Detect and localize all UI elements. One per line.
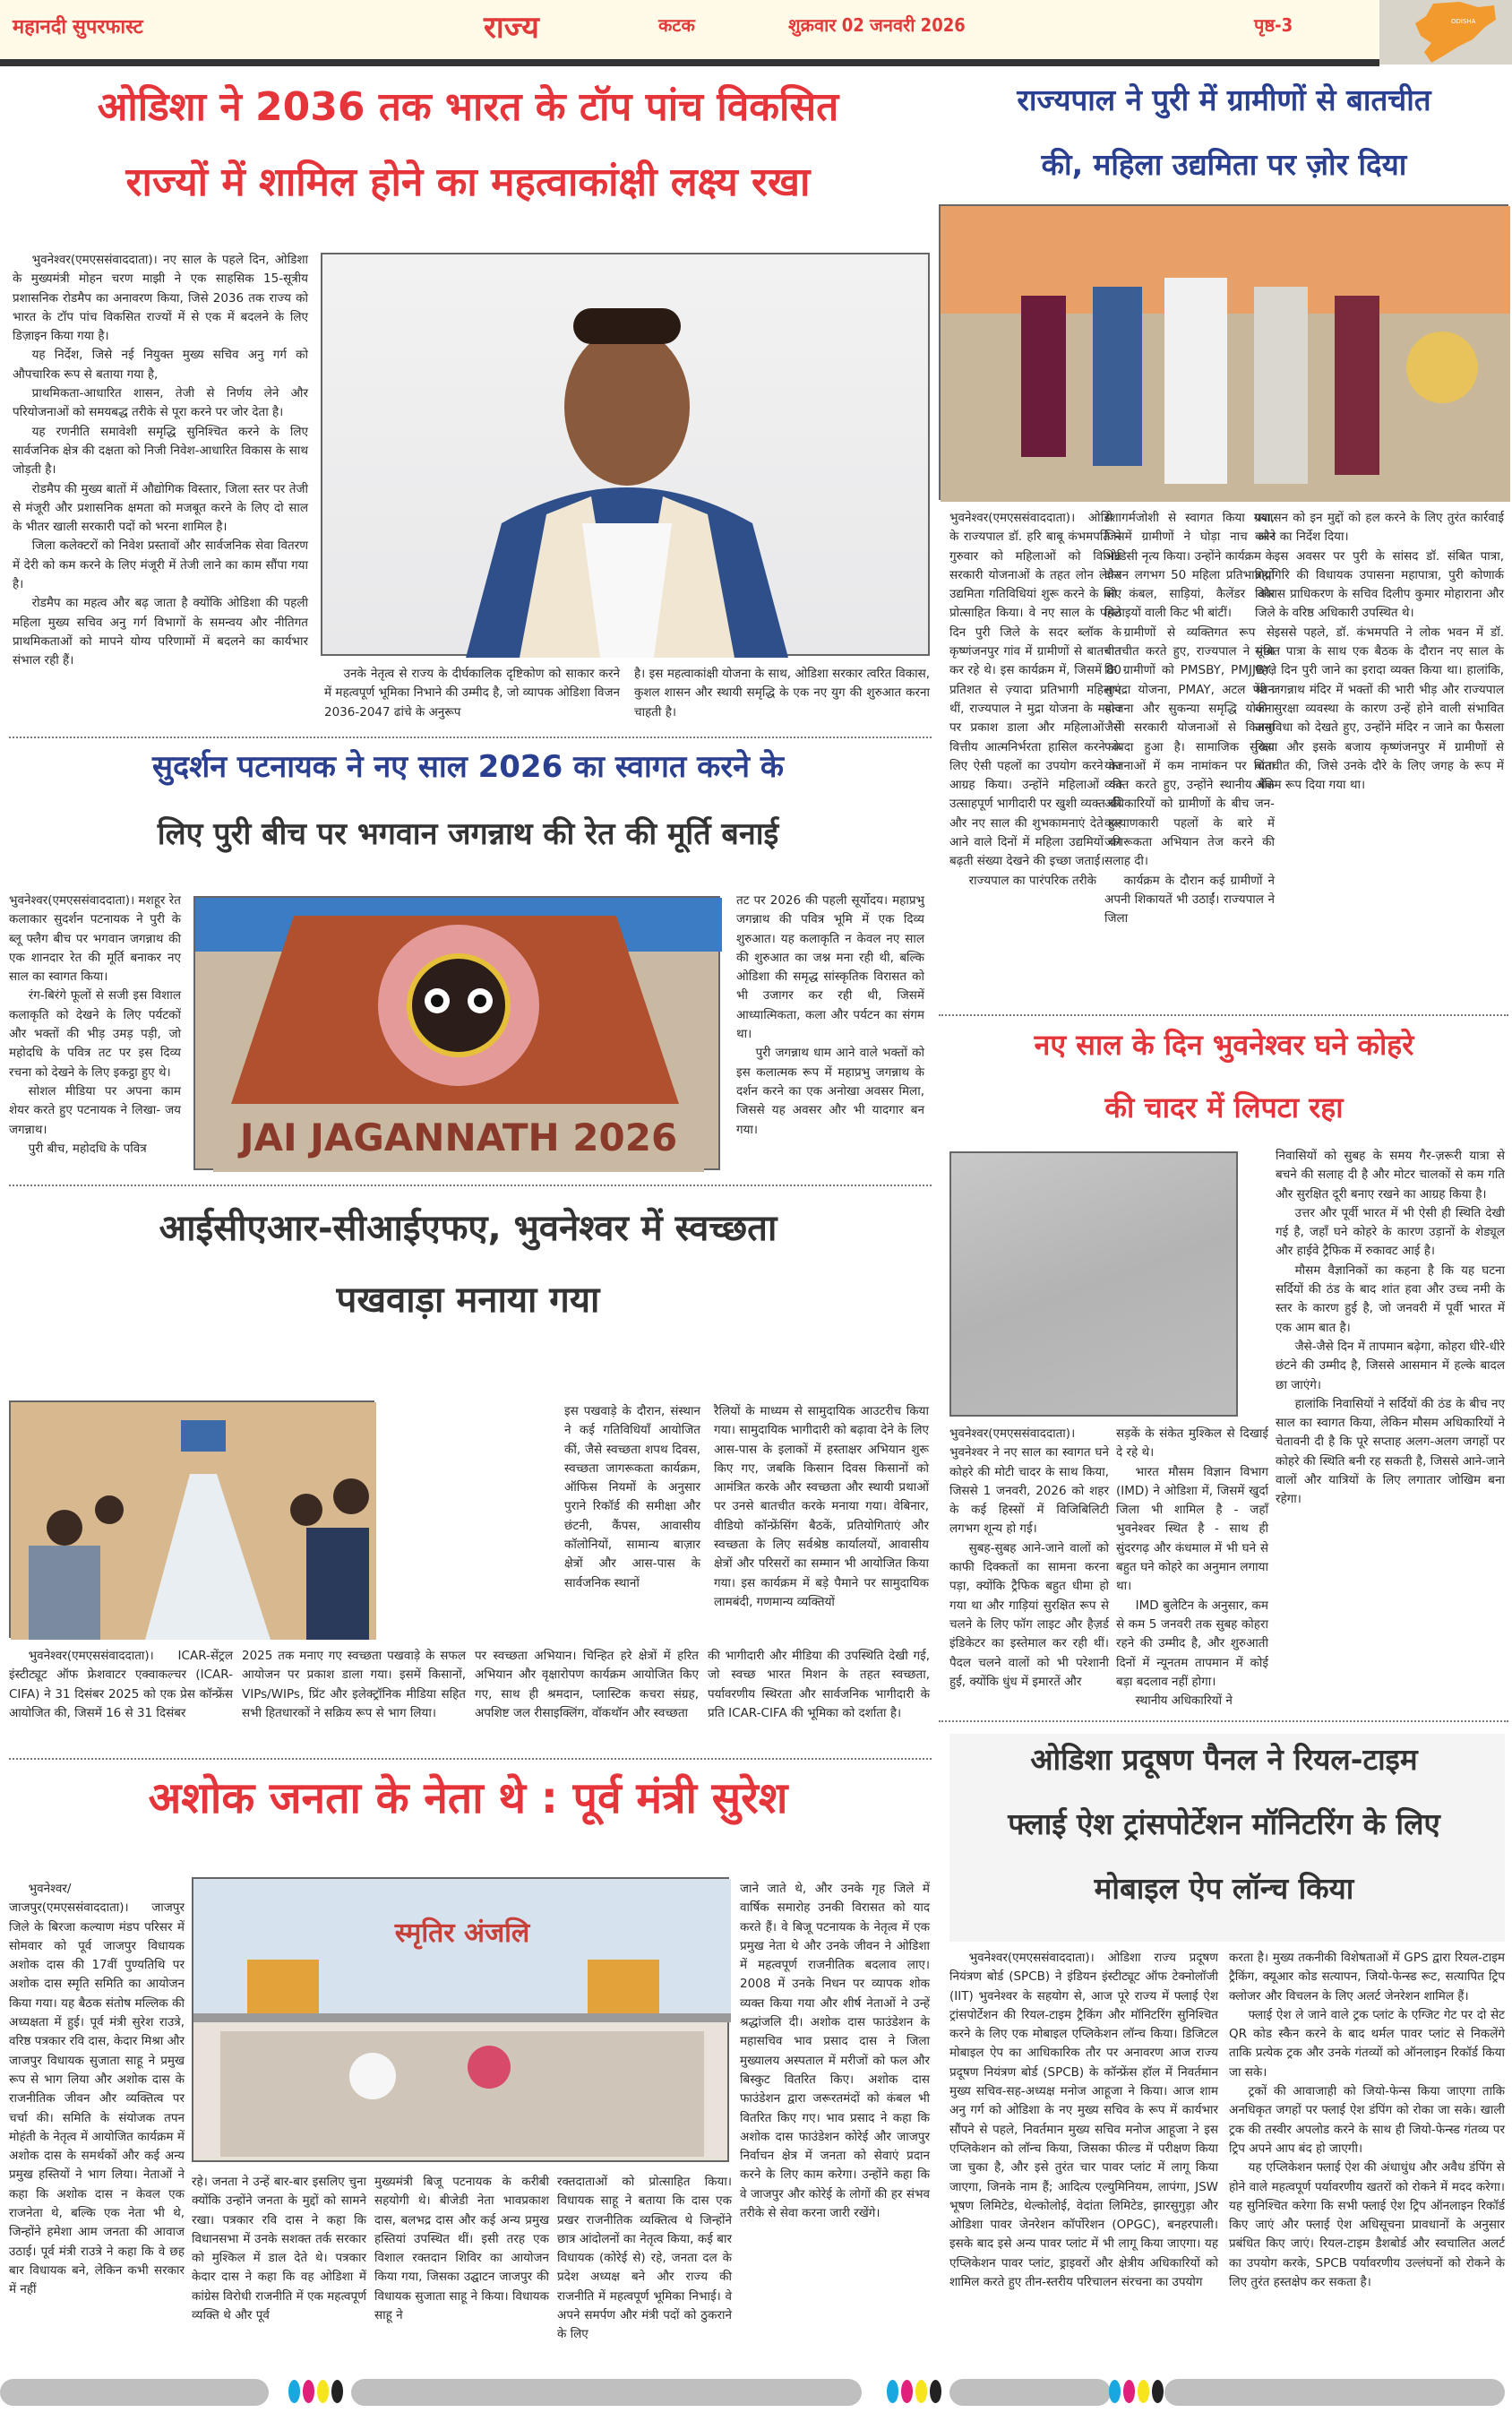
story5-para: भुवनेश्वर(एमएससंवाददाता)। भुवनेश्वर ने नए साल का स्वागत घने कोहरे की मोटी चादर के साथ किया, जिससे 1 जनवरी, 2026 को शहर के कई हिस्सों में विजिबिलिटी लगभग शून्य हो गई। xyxy=(949,1426,1109,1537)
story7-column-2 xyxy=(1229,1949,1505,2377)
story6-bottom-column-2 xyxy=(374,2173,549,2377)
story3-para: पुरी बीच, महोदधि के पवित्र xyxy=(28,1141,147,1156)
story2-para: इस अवसर पर पुरी के सांसद डॉ. संबित पात्रा, ब्रह्मगिरि की विधायक उपासना महापात्रा, पुरी कोणार्क विकास प्राधिकरण के सचिव दिलीप कुमार मोहाराना और जिले के वरिष्ठ अधिकारी उपस्थित थे। xyxy=(1255,548,1504,621)
story1-headline-line1: ओडिशा ने 2036 तक भारत के टॉप पांच विकसित xyxy=(97,84,839,130)
story3-para: रंग-बिरंगे फूलों से सजी इस विशाल कलाकृति को देखने के लिए पर्यटकों और भक्तों की भीड़ उमड़ पड़ी, जो महोदधि के पवित्र तट पर इस दिव्य रचना को देखने के लिए इकट्ठा हुए थे। xyxy=(9,988,181,1080)
story1-para: है। इस महत्वाकांक्षी योजना के साथ, ओडिशा सरकार त्वरित विकास, कुशल शासन और स्थायी समृद्धि के एक नए युग की शुरुआत करना चाहती है। xyxy=(634,667,930,720)
story4-para: पर स्वच्छता अभियान। चिन्हित हरे क्षेत्रों में हरित अभियान और वृक्षारोपण कार्यक्रम आयोजित किए गए, साथ ही श्रमदान, प्लास्टिक कचरा संग्रह, अपशिष्ट जल रीसाइक्लिंग, वॉकथॉन और स्वच्छता xyxy=(475,1649,699,1720)
ink-dot-magenta xyxy=(303,2380,314,2403)
story1-para: भुवनेश्वर(एमएससंवाददाता)। नए साल के पहले दिन, ओडिशा के मुख्यमंत्री मोहन चरण माझी ने एक साहसिक 15-सूत्रीय प्रशासनिक रोडमैप का अनावरण किया, जिसे 2036 तक राज्य को भारत के टॉप पांच विकसित राज्यों में से एक में बदलने के लिए डिज़ाइन किया गया है। xyxy=(13,253,308,344)
story6-para: जाने जाते थे, और उनके गृह जिले में वार्षिक समारोह उनकी विरासत को याद करते हैं। वे बिजू पटनायक के नेतृत्व में एक प्रमुख नेता थे और उनके जीवन ने ओडिशा में महत्वपूर्ण राजनीतिक बदलाव लाए। 2008 में उनके निधन पर व्यापक शोक व्यक्त किया गया और शीर्ष नेताओं ने उन्हें श्रद्धांजलि दी। अशोक दास फाउंडेशन के महासचिव भाव प्रसाद दास ने जिला मुख्यालय अस्पताल में मरीजों को फल और बिस्कुट वितरित किए। अशोक दास फाउंडेशन द्वारा जरूरतमंदों को कंबल भी वितरित किए गए। भाव प्रसाद ने कहा कि अशोक दास फाउंडेशन कोरेई और जाजपुर निर्वाचन क्षेत्र में जनता को सेवाएं प्रदान करने के लिए काम करेगा। उन्होंने कहा कि वे जाजपुर और कोरेई के लोगों की हर संभव तरीके से सेवा करना जारी रखेंगे। xyxy=(740,1882,930,2221)
story3-headline-line1: सुदर्शन पटनायक ने नए साल 2026 का स्वागत करने के xyxy=(152,749,784,785)
story7-headline-line3: मोबाइल ऐप लॉन्च किया xyxy=(1094,1871,1354,1906)
story1-para: रोडमैप की मुख्य बातों में औद्योगिक विस्तार, जिला स्तर पर तेजी से मंजूरी और प्रशासनिक क्षमता को मजबूत करने के लिए दो साल के भीतर खाली सरकारी पदों को भरना शामिल है। xyxy=(13,481,308,535)
story4-headline-line2: पखवाड़ा मनाया गया xyxy=(336,1280,600,1321)
story1-para: यह निर्देश, जिसे नई नियुक्त मुख्य सचिव अनु गर्ग को औपचारिक रूप से बताया गया है, xyxy=(13,348,308,382)
map-label: ODISHA xyxy=(1451,18,1476,25)
sand-sculpture-text: JAI JAGANNATH 2026 xyxy=(239,1116,678,1159)
story4-para: रैलियों के माध्यम से सामुदायिक आउटरीच किया गया। सामुदायिक भागीदारी को बढ़ावा देने के लिए आस-पास के इलाकों में हस्ताक्षर अभियान शुरू किए गए, जबकि किसान दिवस किसानों को आमंत्रित करके और स्वच्छता और स्थायी प्रथाओं पर उनसे बातचीत करके मनाया गया। वेबिनार, वीडियो कॉन्फ्रेंसिंग बैठकें, प्रतियोगिताएं और स्वच्छता के लिए सर्वश्रेष्ठ कार्यालयों, आवासीय क्षेत्रों और परिसरों का सम्मान भी आयोजित किया गया। इस कार्यक्रम में बड़े पैमाने पर सामुदायिक लामबंदी, गणमान्य व्यक्तियों xyxy=(714,1404,929,1609)
story1-column-1 xyxy=(13,251,308,726)
story2-para: राज्यपाल का पारंपरिक तरीके xyxy=(968,873,1097,888)
story7-para: करता है। मुख्य तकनीकी विशेषताओं में GPS द्वारा रियल-टाइम ट्रैकिंग, क्यूआर कोड सत्यापन, जियो-फेन्स्ड रूट, सत्यापित ट्रिप क्लोजर और विचलन के लिए अलर्ट जेनरेशन शामिल हैं। xyxy=(1229,1951,1505,2003)
story7-para: फ्लाई ऐश ले जाने वाले ट्रक प्लांट के एग्जिट गेट पर दो सेट QR कोड स्कैन करने के बाद थर्मल पावर प्लांट से निकलेंगे ताकि प्रत्येक ट्रक और उनके गंतव्यों को ऑनलाइन रिकॉर्ड किया जा सके। xyxy=(1229,2007,1505,2080)
story4-bottom-column-4 xyxy=(708,1647,930,1750)
story7-column-1 xyxy=(949,1949,1218,2377)
ink-dot-black xyxy=(930,2380,941,2403)
story5-para: उत्तर और पूर्वी भारत में भी ऐसी ही स्थिति देखी गई है, जहाँ घने कोहरे के कारण उड़ानों के शेड्यूल और हाईवे ट्रैफिक में रुकावट आई है। xyxy=(1276,1205,1505,1259)
story2-column-1 xyxy=(949,509,1121,1011)
story5-headline-line2: की चादर में लिपटा रहा xyxy=(1104,1090,1344,1125)
story5-para: IMD बुलेटिन के अनुसार, कम से कम 5 जनवरी तक सुबह कोहरा रहने की उम्मीद है, और शुरुआती दिनों में न्यूनतम तापमान में कोई बड़ा बदलाव नहीं होगा। xyxy=(1116,1598,1268,1689)
ink-dot-black xyxy=(1152,2380,1164,2403)
story2-column-3 xyxy=(1255,509,1504,1011)
story7-headline-line1: ओडिशा प्रदूषण पैनल ने रियल-टाइम xyxy=(1030,1742,1418,1777)
footer-bar xyxy=(949,2379,1111,2406)
story5-column-1 xyxy=(949,1425,1109,1738)
odisha-map-icon xyxy=(1379,0,1512,65)
story5-headline-line1: नए साल के दिन भुवनेश्वर घने कोहरे xyxy=(1034,1028,1414,1062)
governor-event-photo xyxy=(939,204,1508,500)
story7-para: यह एप्लिकेशन फ्लाई ऐश की अंधाधुंध और अवैध डंपिंग से होने वाले महत्वपूर्ण पर्यावरणीय खतरों को रोकने में मदद करेगा। यह सुनिश्चित करेगा कि सभी फ्लाई ऐश ट्रिप ऑनलाइन रिकॉर्ड किए जाएं और फ्लाई ऐश अधिसूचना प्रावधानों के अनुसार प्रबंधित किए जाएं। रियल-टाइम डैशबोर्ड और स्वचालित अलर्ट का उपयोग करके, SPCB पर्यावरणीय उल्लंघनों को रोकने के लिए तुरंत हस्तक्षेप कर सकता है। xyxy=(1229,2160,1505,2290)
story1-column-3 xyxy=(634,665,930,728)
story4-para: की भागीदारी और मीडिया की उपस्थिति देखी गई, जो स्वच्छ भारत मिशन के तहत स्वच्छता, पर्यावरणीय स्थिरता और सार्वजनिक भागीदारी के प्रति ICAR-CIFA की भूमिका को दर्शाता है। xyxy=(708,1649,930,1720)
story6-para: रक्तदाताओं को प्रोत्साहित किया। विधायक साहू ने बताया कि दास एक प्रखर राजनीतिक व्यक्तित्व थे जिन्होंने छात्र आंदोलनों का नेतृत्व किया, कई बार विधायक (कोरेई से) रहे, जनता दल के प्रदेश अध्यक्ष बने और राज्य की राजनीति में महत्वपूर्ण भूमिका निभाई। वे अपने समर्पण और मंत्री पदों को ठुकराने के लिए xyxy=(557,2175,732,2342)
icar-meeting-photo xyxy=(9,1400,374,1638)
issue-date: शुक्रवार 02 जनवरी 2026 xyxy=(788,14,966,36)
story3-column-2 xyxy=(736,892,924,1178)
ink-dot-yellow xyxy=(317,2380,329,2403)
story3-headline-line2: लिए पुरी बीच पर भगवान जगन्नाथ की रेत की मूर्ति बनाई xyxy=(157,816,779,852)
story7-para: भुवनेश्वर(एमएससंवाददाता)। ओडिशा राज्य प्रदूषण नियंत्रण बोर्ड (SPCB) ने इंडियन इंस्टीट्यूट ऑफ टेक्नोलॉजी (IIT) भुवनेश्वर के सहयोग से, आज पूरे राज्य में फ्लाई ऐश ट्रांसपोर्टेशन की रियल-टाइम ट्रैकिंग और मॉनिटरिंग सुनिश्चित करने के लिए एक मोबाइल एप्लिकेशन लॉन्च किया। डिजिटल मोबाइल ऐप का आधिकारिक तौर पर अनावरण आज राज्य प्रदूषण नियंत्रण बोर्ड (SPCB) के कॉन्फ्रेंस हॉल में निवर्तमान मुख्य सचिव-सह-अध्यक्ष मनोज आहूजा ने किया। आज शाम अनु गर्ग को ओडिशा के नए मुख्य सचिव के रूप में कार्यभार सौंपने से पहले, निवर्तमान मुख्य सचिव मनोज आहूजा ने इस एप्लिकेशन को लॉन्च किया, जिसका फील्ड में परीक्षण किया जा चुका है, और इसे तुरंत चार पावर प्लांट में लागू किया जाएगा, जिनके नाम हैं; आदित्य एल्युमिनियम, लापंगा, JSW भूषण लिमिटेड, थेल्कोलोई, वेदांता लिमिटेड, झारसुगुड़ा और ओडिशा पावर जेनरेशन कॉर्पोरेशन (OPGC), बनहरपाली। इसके बाद इसे अन्य पावर प्लांट में भी लागू किया जाएगा। यह एप्लिकेशन पावर प्लांट, ड्राइवरों और क्षेत्रीय अधिकारियों को शामिल करते हुए तीन-स्तरीय परिचालन संरचना का उपयोग xyxy=(949,1951,1218,2290)
story7-headline-line2: फ्लाई ऐश ट्रांसपोर्टेशन मॉनिटरिंग के लिए xyxy=(1008,1806,1440,1841)
ink-dot-yellow xyxy=(1138,2380,1149,2403)
story5-para: स्थानीय अधिकारियों ने xyxy=(1135,1693,1233,1709)
divider xyxy=(9,1758,932,1760)
masthead xyxy=(0,0,1512,65)
story6-headline: अशोक जनता के नेता थे : पूर्व मंत्री सुरेश xyxy=(148,1773,788,1823)
ink-dot-cyan xyxy=(887,2380,898,2403)
story6-para: भुवनेश्वर/जाजपुर(एमएससंवाददाता)। जाजपुर जिले के बिरजा कल्याण मंडप परिसर में सोमवार को पूर्व जाजपुर विधायक अशोक दास की 17वीं पुण्यतिथि पर अशोक दास स्मृति समिति का आयोजन किया गया। यह बैठक संतोष मल्लिक की अध्यक्षता में हुई। पूर्व मंत्री सुरेश राउत्रे, वरिष्ठ पत्रकार रवि दास, केदार मिश्रा और जाजपुर विधायक सुजाता साहू ने प्रमुख रूप से भाग लिया और अशोक दास के राजनीतिक जीवन और व्यक्तित्व पर चर्चा की। समिति के संयोजक तपन मोहंती के नेतृत्व में आयोजित कार्यक्रम में अशोक दास के समर्थकों और कई अन्य प्रमुख हस्तियों ने भाग लिया। नेताओं ने कहा कि अशोक दास न केवल एक राजनेता थे, बल्कि एक नेता भी थे, जिन्होंने हमेशा आम जनता की आवाज उठाई। पूर्व मंत्री राउत्रे ने कहा कि वे छह बार विधायक बने, लेकिन कभी सरकार में नहीं xyxy=(9,1882,185,2297)
story1-para: यह रणनीति समावेशी समृद्धि सुनिश्चित करने के लिए सार्वजनिक क्षेत्र की दक्षता को निजी निवेश-आधारित विकास के साथ जोड़ती है। xyxy=(13,424,308,478)
story2-para: प्रशासन को इन मुद्दों को हल करने के लिए तुरंत कार्रवाई करने का निर्देश दिया। xyxy=(1255,511,1504,545)
story4-bottom-column-3 xyxy=(475,1647,699,1750)
paper-name: महानदी सुपरफास्ट xyxy=(13,16,143,39)
story4-bottom-column-2 xyxy=(242,1647,466,1750)
footer-bar xyxy=(1164,2379,1505,2406)
story1-para: उनके नेतृत्व से राज्य के दीर्घकालिक दृष्टिकोण को साकार करने में महत्वपूर्ण भूमिका निभाने की उम्मीद है, जो व्यापक ओडिशा विजन 2036-2047 ढांचे के अनुरूप xyxy=(324,667,620,720)
masthead-rule xyxy=(0,59,1379,66)
ink-dot-magenta xyxy=(901,2380,913,2403)
story4-side-column-1 xyxy=(564,1402,700,1644)
story4-para: भुवनेश्वर(एमएससंवाददाता)। ICAR-सेंट्रल इंस्टीट्यूट ऑफ फ्रेशवाटर एक्वाकल्चर (ICAR-CIFA) ने 31 दिसंबर 2025 को एक प्रेस कॉन्फ्रेंस आयोजित की, जिसमें 16 से 31 दिसंबर xyxy=(9,1649,233,1720)
story4-side-column-2 xyxy=(714,1402,929,1644)
story5-para: सुबह-सुबह आने-जाने वालों को काफी दिक्कतों का सामना करना पड़ा, क्योंकि ट्रैफिक बहुत धीमा हो गया था और गाड़ियां सुरक्षित रूप से चलने के लिए फॉग लाइट और हैज़र्ड इंडिकेटर का इस्तेमाल कर रही थीं। पैदल चलने वालों को भी परेशानी हुई, क्योंकि धुंध में इमारतें और xyxy=(949,1540,1109,1689)
story4-bottom-column-1 xyxy=(9,1647,233,1750)
divider xyxy=(9,1185,932,1186)
story7-para: ट्रकों की आवाजाही को जियो-फेन्स किया जाएगा ताकि अनधिकृत जगहों पर फ्लाई ऐश डंपिंग को रोका जा सके। खाली ट्रक की तस्वीर अपलोड करने के साथ ही जियो-फेन्स्ड गंतव्य पर ट्रिप अपने आप बंद हो जाएगी। xyxy=(1229,2084,1505,2156)
story4-para: इस पखवाड़े के दौरान, संस्थान ने कई गतिविधियाँ आयोजित कीं, जैसे स्वच्छता शपथ दिवस, स्वच्छता जागरूकता कार्यक्रम, ऑफिस नियमों के अनुसार पुराने रिकॉर्ड की समीक्षा और छंटनी, कैंपस, आवासीय कॉलोनियों, सामान्य बाज़ार क्षेत्रों और आस-पास के सार्वजनिक स्थानों xyxy=(564,1404,700,1590)
footer-bar xyxy=(351,2379,862,2406)
ink-dot-magenta xyxy=(1123,2380,1135,2403)
story4-para: 2025 तक मनाए गए स्वच्छता पखवाड़े के सफल आयोजन पर प्रकाश डाला गया। इसमें किसानों, VIPs/WIPs, प्रिंट और इलेक्ट्रॉनिक मीडिया सहित सभी हितधारकों ने सक्रिय रूप से भाग लिया। xyxy=(242,1649,466,1720)
odisha-map xyxy=(1379,0,1512,65)
story5-para: सड़कें के संकेत मुश्किल से दिखाई दे रहे थे। xyxy=(1116,1426,1268,1461)
ink-dot-yellow xyxy=(915,2380,927,2403)
story1-column-2 xyxy=(324,665,620,728)
memorial-event-photo xyxy=(192,1877,729,2162)
divider xyxy=(939,1014,1508,1016)
story1-para: जिला कलेक्टरों को निवेश प्रस्तावों और सार्वजनिक सेवा वितरण में देरी को कम करने के लिए मंजूरी में तेजी लाने का काम सौंपा गया है। xyxy=(13,539,308,592)
ink-dot-cyan xyxy=(288,2380,300,2403)
story6-side-column xyxy=(740,1880,930,2221)
banner-text: स्मृतिर अंजलि xyxy=(394,1917,530,1949)
story2-headline-line2: की, महिला उद्यमिता पर ज़ोर दिया xyxy=(1041,147,1407,182)
story1-para: प्राथमिकता-आधारित शासन, तेजी से निर्णय लेने और परियोजनाओं को समयबद्ध तरीके से पूरा करने पर जोर देता है। xyxy=(13,386,308,420)
sand-sculpture-photo xyxy=(193,896,720,1170)
story4-headline-line1: आईसीएआर-सीआईएफए, भुवनेश्वर में स्वच्छता xyxy=(159,1208,777,1249)
city-name: कटक xyxy=(658,14,695,36)
story1-headline-line2: राज्यों में शामिल होने का महत्वाकांक्षी लक्ष्य रखा xyxy=(125,159,811,205)
story5-para: जैसे-जैसे दिन में तापमान बढ़ेगा, कोहरा धीरे-धीरे छंटने की उम्मीद है, जिससे आसमान में हल्के बादल छा जाएंगे। xyxy=(1276,1339,1505,1392)
story3-column-1 xyxy=(9,892,181,1178)
story2-column-2 xyxy=(1104,509,1275,1011)
fog-photo xyxy=(949,1151,1238,1417)
story3-para: पुरी जगन्नाथ धाम आने वाले भक्तों को इस कलात्मक रूप में महाप्रभु जगन्नाथ के दर्शन करने का एक अनोखा अवसर मिला, जिससे यह अवसर और भी यादगार बन गया। xyxy=(736,1046,924,1137)
story2-para: भुवनेश्वर(एमएससंवाददाता)। ओडिशा के राज्यपाल डॉ. हरि बाबू कंभमपति ने गुरुवार को महिलाओं को विभिन्न सरकारी योजनाओं के तहत लोन लेकर उद्यमिता गतिविधियां शुरू करने के लिए प्रोत्साहित किया। वे नए साल के पहले दिन पुरी जिले के सदर ब्लॉक के कृष्णंजनपुर गांव में ग्रामीणों से बातचीत कर रहे थे। इस कार्यक्रम में, जिसमें 80 प्रतिशत से ज़्यादा प्रतिभागी महिलाएं थीं, राज्यपाल ने मुद्रा योजना के महत्व पर प्रकाश डाला और महिलाओं से वित्तीय आत्मनिर्भरता हासिल करने के लिए ऐसी पहलों का उपयोग करने का आग्रह किया। उन्होंने महिलाओं की उत्साहपूर्ण भागीदारी पर खुशी व्यक्त की और नए साल की शुभकामनाएं देते हुए आने वाले दिनों में महिला उद्यमियों की बढ़ती संख्या देखने की इच्छा जताई। xyxy=(949,511,1121,869)
story6-column-1 xyxy=(9,1880,185,2373)
page-number: पृष्ठ-3 xyxy=(1254,14,1293,36)
story5-para: मौसम वैज्ञानिकों का कहना है कि यह घटना सर्दियों की ठंड के बाद शांत हवा और उच्च नमी के स्तर के कारण हुई है, जो जनवरी में पूर्वी भारत में एक आम बात है। xyxy=(1276,1262,1505,1335)
story6-para: मुख्यमंत्री बिजू पटनायक के करीबी सहयोगी थे। बीजेडी नेता भावप्रकाश दास, बलभद्र दास और कई अन्य प्रमुख हस्तियां उपस्थित थीं। इसी तरह एक विशाल रक्तदान शिविर का आयोजन किया गया, जिसका उद्घाटन जाजपुर की विधायक सुजाता साहू ने किया। विधायक साहू ने xyxy=(374,2175,549,2323)
story3-para: सोशल मीडिया पर अपना काम शेयर करते हुए पटनायक ने लिखा- जय जगन्नाथ। xyxy=(9,1083,181,1137)
story5-para: निवासियों को सुबह के समय गैर-ज़रूरी यात्रा से बचने की सलाह दी है और मोटर चालकों से कम गति और सुरक्षित दूरी बनाए रखने का आग्रह किया है। xyxy=(1276,1149,1505,1202)
section-name: राज्य xyxy=(484,10,539,46)
story5-side-column xyxy=(1276,1147,1505,1738)
story6-para: रहे। जनता ने उन्हें बार-बार इसलिए चुना क्योंकि उन्होंने जनता के मुद्दों को सामने रखा। पत्रकार रवि दास ने कहा कि विधानसभा में उनके सशक्त तर्क सरकार को मुश्किल में डाल देते थे। पत्रकार केदार दास ने कहा कि वह ओडिशा में कांग्रेस विरोधी राजनीति में एक महत्वपूर्ण व्यक्ति थे और पूर्व xyxy=(192,2175,366,2323)
divider xyxy=(9,737,932,738)
story5-column-2 xyxy=(1116,1425,1268,1738)
divider xyxy=(939,1720,1508,1722)
story2-para: से गर्मजोशी से स्वागत किया गया, जिसमें ग्रामीणों ने घोड़ा नाच और ओडिसी नृत्य किया। उन्होंने कार्यक्रम के दौरान लगभग 50 महिला प्रतिभागियों को कंबल, साड़ियां, कैलेंडर और मिठाइयों वाली किट भी बांटीं। xyxy=(1104,511,1275,621)
story2-para: कार्यक्रम के दौरान कई ग्रामीणों ने अपनी शिकायतें भी उठाईं। राज्यपाल ने जिला xyxy=(1104,873,1275,926)
story5-para: हालांकि निवासियों ने सर्दियों की ठंड के बीच नए साल का स्वागत किया, लेकिन मौसम अधिकारियों ने चेतावनी दी है कि पूरे सप्ताह अलग-अलग जगहों पर कोहरे की स्थिति बनी रह सकती है, जिससे आने-जाने वालों और यात्रियों के लिए लगातार जोखिम बना रहेगा। xyxy=(1276,1396,1505,1507)
story2-para: इससे पहले, डॉ. कंभमपति ने लोक भवन में डॉ. संबित पात्रा के साथ एक बैठक के दौरान नए साल के पहले दिन पुरी जाने का इरादा व्यक्त किया था। हालांकि, श्री जगन्नाथ मंदिर में भक्तों की भारी भीड़ और राज्यपाल की सुरक्षा व्यवस्था के कारण उन्हें होने वाली संभावित असुविधा को देखते हुए, उन्होंने मंदिर न जाने का फैसला किया और इसके बजाय कृष्णंजनपुर में ग्रामीणों से बातचीत की, जिसे उनके दौरे के लिए जगह के रूप में अंतिम रूप दिया गया था। xyxy=(1255,625,1504,793)
ink-dot-black xyxy=(331,2380,343,2403)
story2-para: ग्रामीणों से व्यक्तिगत रूप से बातचीत करते हुए, राज्यपाल ने पूछा कि ग्रामीणों को PMSBY, PMJJBY, सुभद्रा योजना, PMAY, अटल पेंशन योजना और सुकन्या समृद्धि योजना जैसी सरकारी योजनाओं से कितना फायदा हुआ है। सामाजिक सुरक्षा योजनाओं में कम नामांकन पर चिंता व्यक्त करते हुए, उन्होंने स्थानीय बैंक अधिकारियों को ग्रामीणों के बीच जन-कल्याणकारी पहलों के बारे में जागरूकता अभियान तेज करने की सलाह दी। xyxy=(1104,625,1275,869)
ink-dot-cyan xyxy=(1109,2380,1121,2403)
story3-para: भुवनेश्वर(एमएससंवाददाता)। मशहूर रेत कलाकार सुदर्शन पटनायक ने पुरी के ब्लू फ्लैग बीच पर भगवान जगन्नाथ की एक शानदार रेत की मूर्ति बनाकर नए साल का स्वागत किया। xyxy=(9,893,181,985)
story2-headline-line1: राज्यपाल ने पुरी में ग्रामीणों से बातचीत xyxy=(1017,82,1431,117)
chief-minister-photo xyxy=(321,253,930,656)
story6-bottom-column-1 xyxy=(192,2173,366,2377)
story1-para: रोडमैप का महत्व और बढ़ जाता है क्योंकि ओडिशा की पहली महिला मुख्य सचिव अनु गर्ग विभागों के समन्वय और नीतिगत प्राथमिकताओं को मापने योग्य परिणामों में बदलने का कार्यभार संभाल रही हैं। xyxy=(13,596,308,668)
story3-para: तट पर 2026 की पहली सूर्योदय। महाप्रभु जगन्नाथ की पवित्र भूमि में एक दिव्य शुरुआत। यह कलाकृति न केवल नए साल की शुरुआत का जश्न मना रही थी, बल्कि ओडिशा की समृद्ध सांस्कृतिक विरासत को भी उजागर कर रही थी, जिसमें आध्यात्मिकता, कला और पर्यटन का संगम था। xyxy=(736,893,924,1042)
footer-bar xyxy=(0,2379,269,2406)
story6-bottom-column-3 xyxy=(557,2173,732,2377)
story5-para: भारत मौसम विज्ञान विभाग (IMD) ने ओडिशा में, जिसमें खुर्दा जिला भी शामिल है - जहाँ भुवनेश्वर स्थित है - साथ ही सुंदरगढ़ और कंधमाल में भी घने से बहुत घने कोहरे का अनुमान लगाया था। xyxy=(1116,1464,1268,1594)
